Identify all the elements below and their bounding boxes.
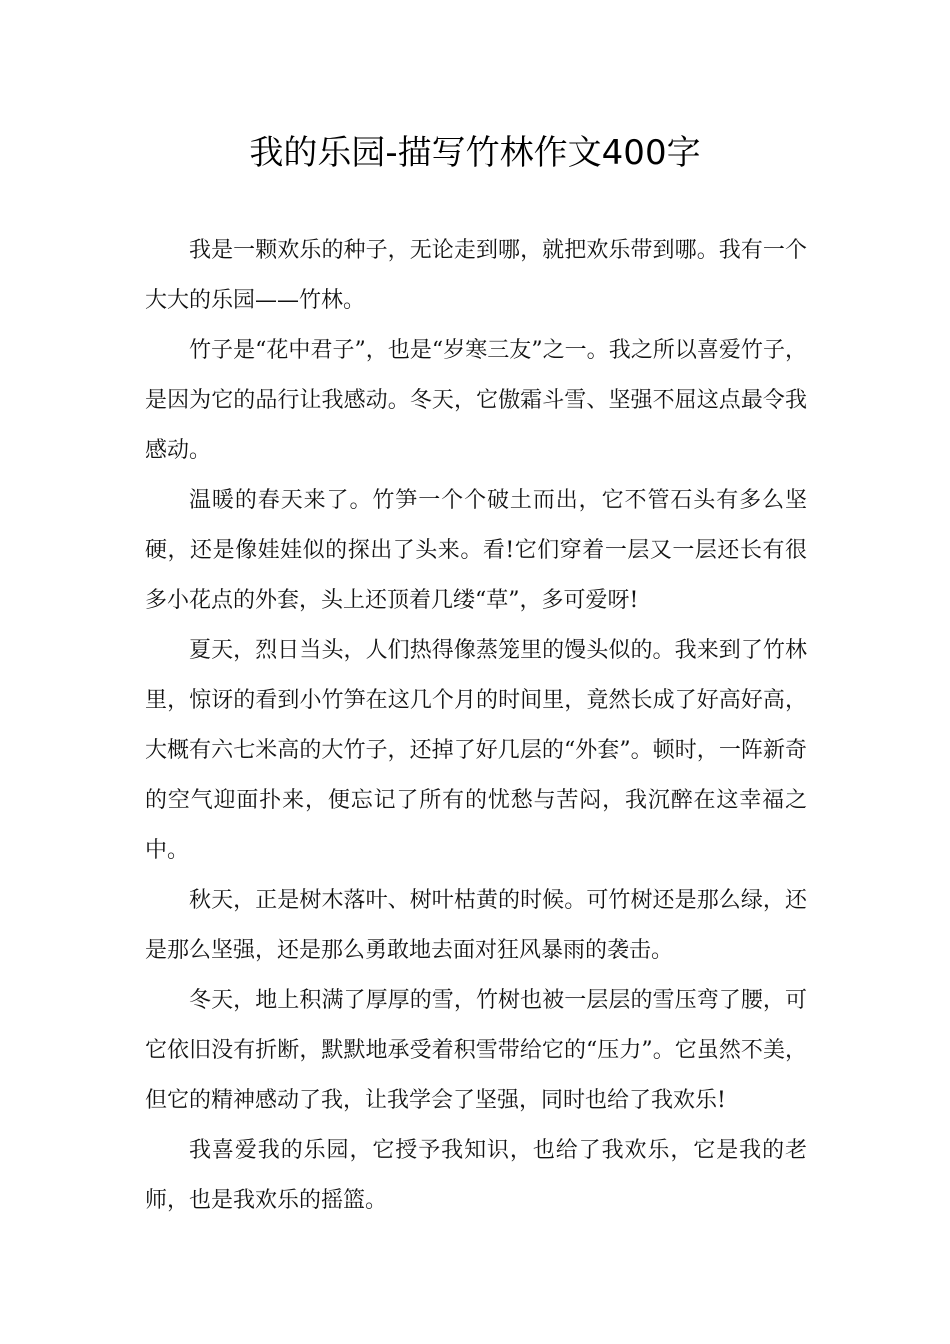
paragraph-6: 冬天，地上积满了厚厚的雪，竹树也被一层层的雪压弯了腰，可它依旧没有折断，默默地承受着积雪带给它的“压力”。它虽然不美，但它的精神感动了我，让我学会了坚强，同时也给了我欢乐! — [145, 988, 807, 1113]
paragraph-7: 我喜爱我的乐园，它授予我知识，也给了我欢乐，它是我的老师，也是我欢乐的摇篮。 — [145, 1138, 807, 1213]
paragraph-2: 竹子是“花中君子”，也是“岁寒三友”之一。我之所以喜爱竹子，是因为它的品行让我感动。冬天，它傲霜斗雪、坚强不屈这点最令我感动。 — [145, 338, 807, 463]
paragraph-4: 夏天，烈日当头，人们热得像蒸笼里的馒头似的。我来到了竹林里，惊讶的看到小竹笋在这几个月的时间里，竟然长成了好高好高，大概有六七米高的大竹子，还掉了好几层的“外套”。顿时，一阵新奇的空气迎面扑来，便忘记了所有的忧愁与苦闷，我沉醉在这幸福之中。 — [145, 638, 807, 863]
paragraph-3: 温暖的春天来了。竹笋一个个破土而出，它不管石头有多么坚硬，还是像娃娃似的探出了头来。看!它们穿着一层又一层还长有很多小花点的外套，头上还顶着几缕“草”，多可爱呀! — [145, 488, 807, 613]
document-title: 我的乐园-描写竹林作文400字 — [249, 133, 701, 173]
paragraph-1: 我是一颗欢乐的种子，无论走到哪，就把欢乐带到哪。我有一个大大的乐园——竹林。 — [145, 238, 807, 313]
document-body — [145, 226, 807, 1226]
paragraph-5: 秋天，正是树木落叶、树叶枯黄的时候。可竹树还是那么绿，还是那么坚强，还是那么勇敢地去面对狂风暴雨的袭击。 — [145, 888, 807, 963]
